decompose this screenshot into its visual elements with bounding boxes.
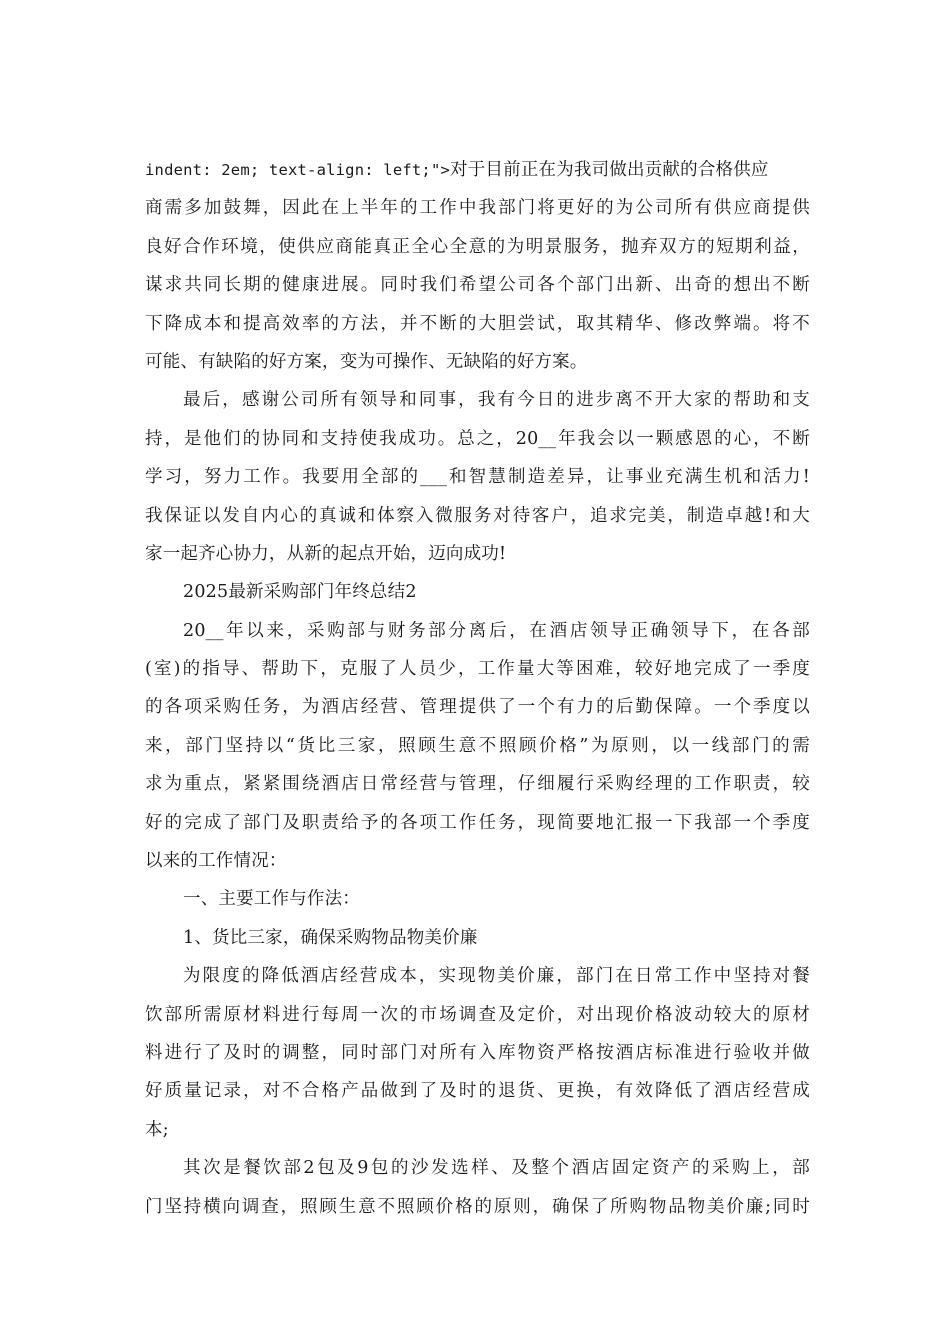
paragraph-line: 学习，努力工作。我要用全部的___和智慧制造差异，让事业充满生机和活力! [145,467,810,488]
paragraph-line: (室)的指导、帮助下，克服了人员少，工作量大等困难，较好地完成了一季度 [145,659,810,680]
paragraph-line: 来，部门坚持以“货比三家，照顾生意不照顾价格”为原则，以一线部门的需 [145,735,810,756]
subheading: 1、货比三家，确保采购物品物美价廉 [183,927,478,948]
paragraph-text: 对于目前正在为我司做出贡献的合格供应 [450,160,769,180]
paragraph-line: 以来的工作情况： [145,851,287,872]
section-heading: 2025最新采购部门年终总结2 [183,582,417,603]
paragraph-line: 家一起齐心协力，从新的起点开始，迈向成功! [145,543,507,564]
paragraph-line: 求为重点，紧紧围绕酒店日常经营与管理，仔细履行采购经理的工作职责，较 [145,774,810,795]
paragraph-line: 好的完成了部门及职责给予的各项工作任务，现简要地汇报一下我部一个季度 [145,812,810,833]
paragraph-line: 为限度的降低酒店经营成本，实现物美价廉，部门在日常工作中坚持对餐 [183,966,810,987]
subheading: 一、主要工作与作法： [183,889,360,910]
paragraph-line: 良好合作环境，使供应商能真正全心全意的为明景服务，抛弃双方的短期利益， [145,236,810,257]
paragraph-line: 可能、有缺陷的好方案，变为可操作、无缺陷的好方案。 [145,351,588,372]
stray-markup-fragment: indent: 2em; text-align: left;"> [145,161,451,179]
paragraph-line: 最后，感谢公司所有领导和同事，我有今日的进步离不开大家的帮助和支 [183,390,810,411]
paragraph-line: 料进行了及时的调整，同时部门对所有入库物资严格按酒店标准进行验收并做 [145,1042,810,1063]
paragraph-line [145,151,810,189]
paragraph-line: 本; [145,1119,169,1140]
paragraph-line: 谋求共同长期的健康进展。同时我们希望公司各个部门出新、出奇的想出不断 [145,275,810,296]
document-body [145,151,810,1226]
paragraph-line: 下降成本和提高效率的方法，并不断的大胆尝试，取其精华、修改弊端。将不 [145,313,810,334]
paragraph-line: 20__年以来，采购部与财务部分离后，在酒店领导正确领导下，在各部 [183,620,810,641]
paragraph-line: 好质量记录，对不合格产品做到了及时的退货、更换，有效降低了酒店经营成 [145,1081,810,1102]
paragraph-line: 我保证以发自内心的真诚和体察入微服务对待客户，追求完美，制造卓越!和大 [145,505,810,526]
paragraph-line: 持，是他们的协同和支持使我成功。总之，20__年我会以一颗感恩的心，不断 [145,428,810,449]
paragraph-line: 其次是餐饮部2包及9包的沙发选样、及整个酒店固定资产的采购上，部 [183,1158,810,1179]
paragraph-line: 商需多加鼓舞，因此在上半年的工作中我部门将更好的为公司所有供应商提供 [145,198,810,219]
paragraph-line: 门坚持横向调查，照顾生意不照顾价格的原则，确保了所购物品物美价廉;同时 [145,1196,810,1217]
paragraph-line: 的各项采购任务，为酒店经营、管理提供了一个有力的后勤保障。一个季度以 [145,697,810,718]
paragraph-line: 饮部所需原材料进行每周一次的市场调查及定价，对出现价格波动较大的原材 [145,1004,810,1025]
